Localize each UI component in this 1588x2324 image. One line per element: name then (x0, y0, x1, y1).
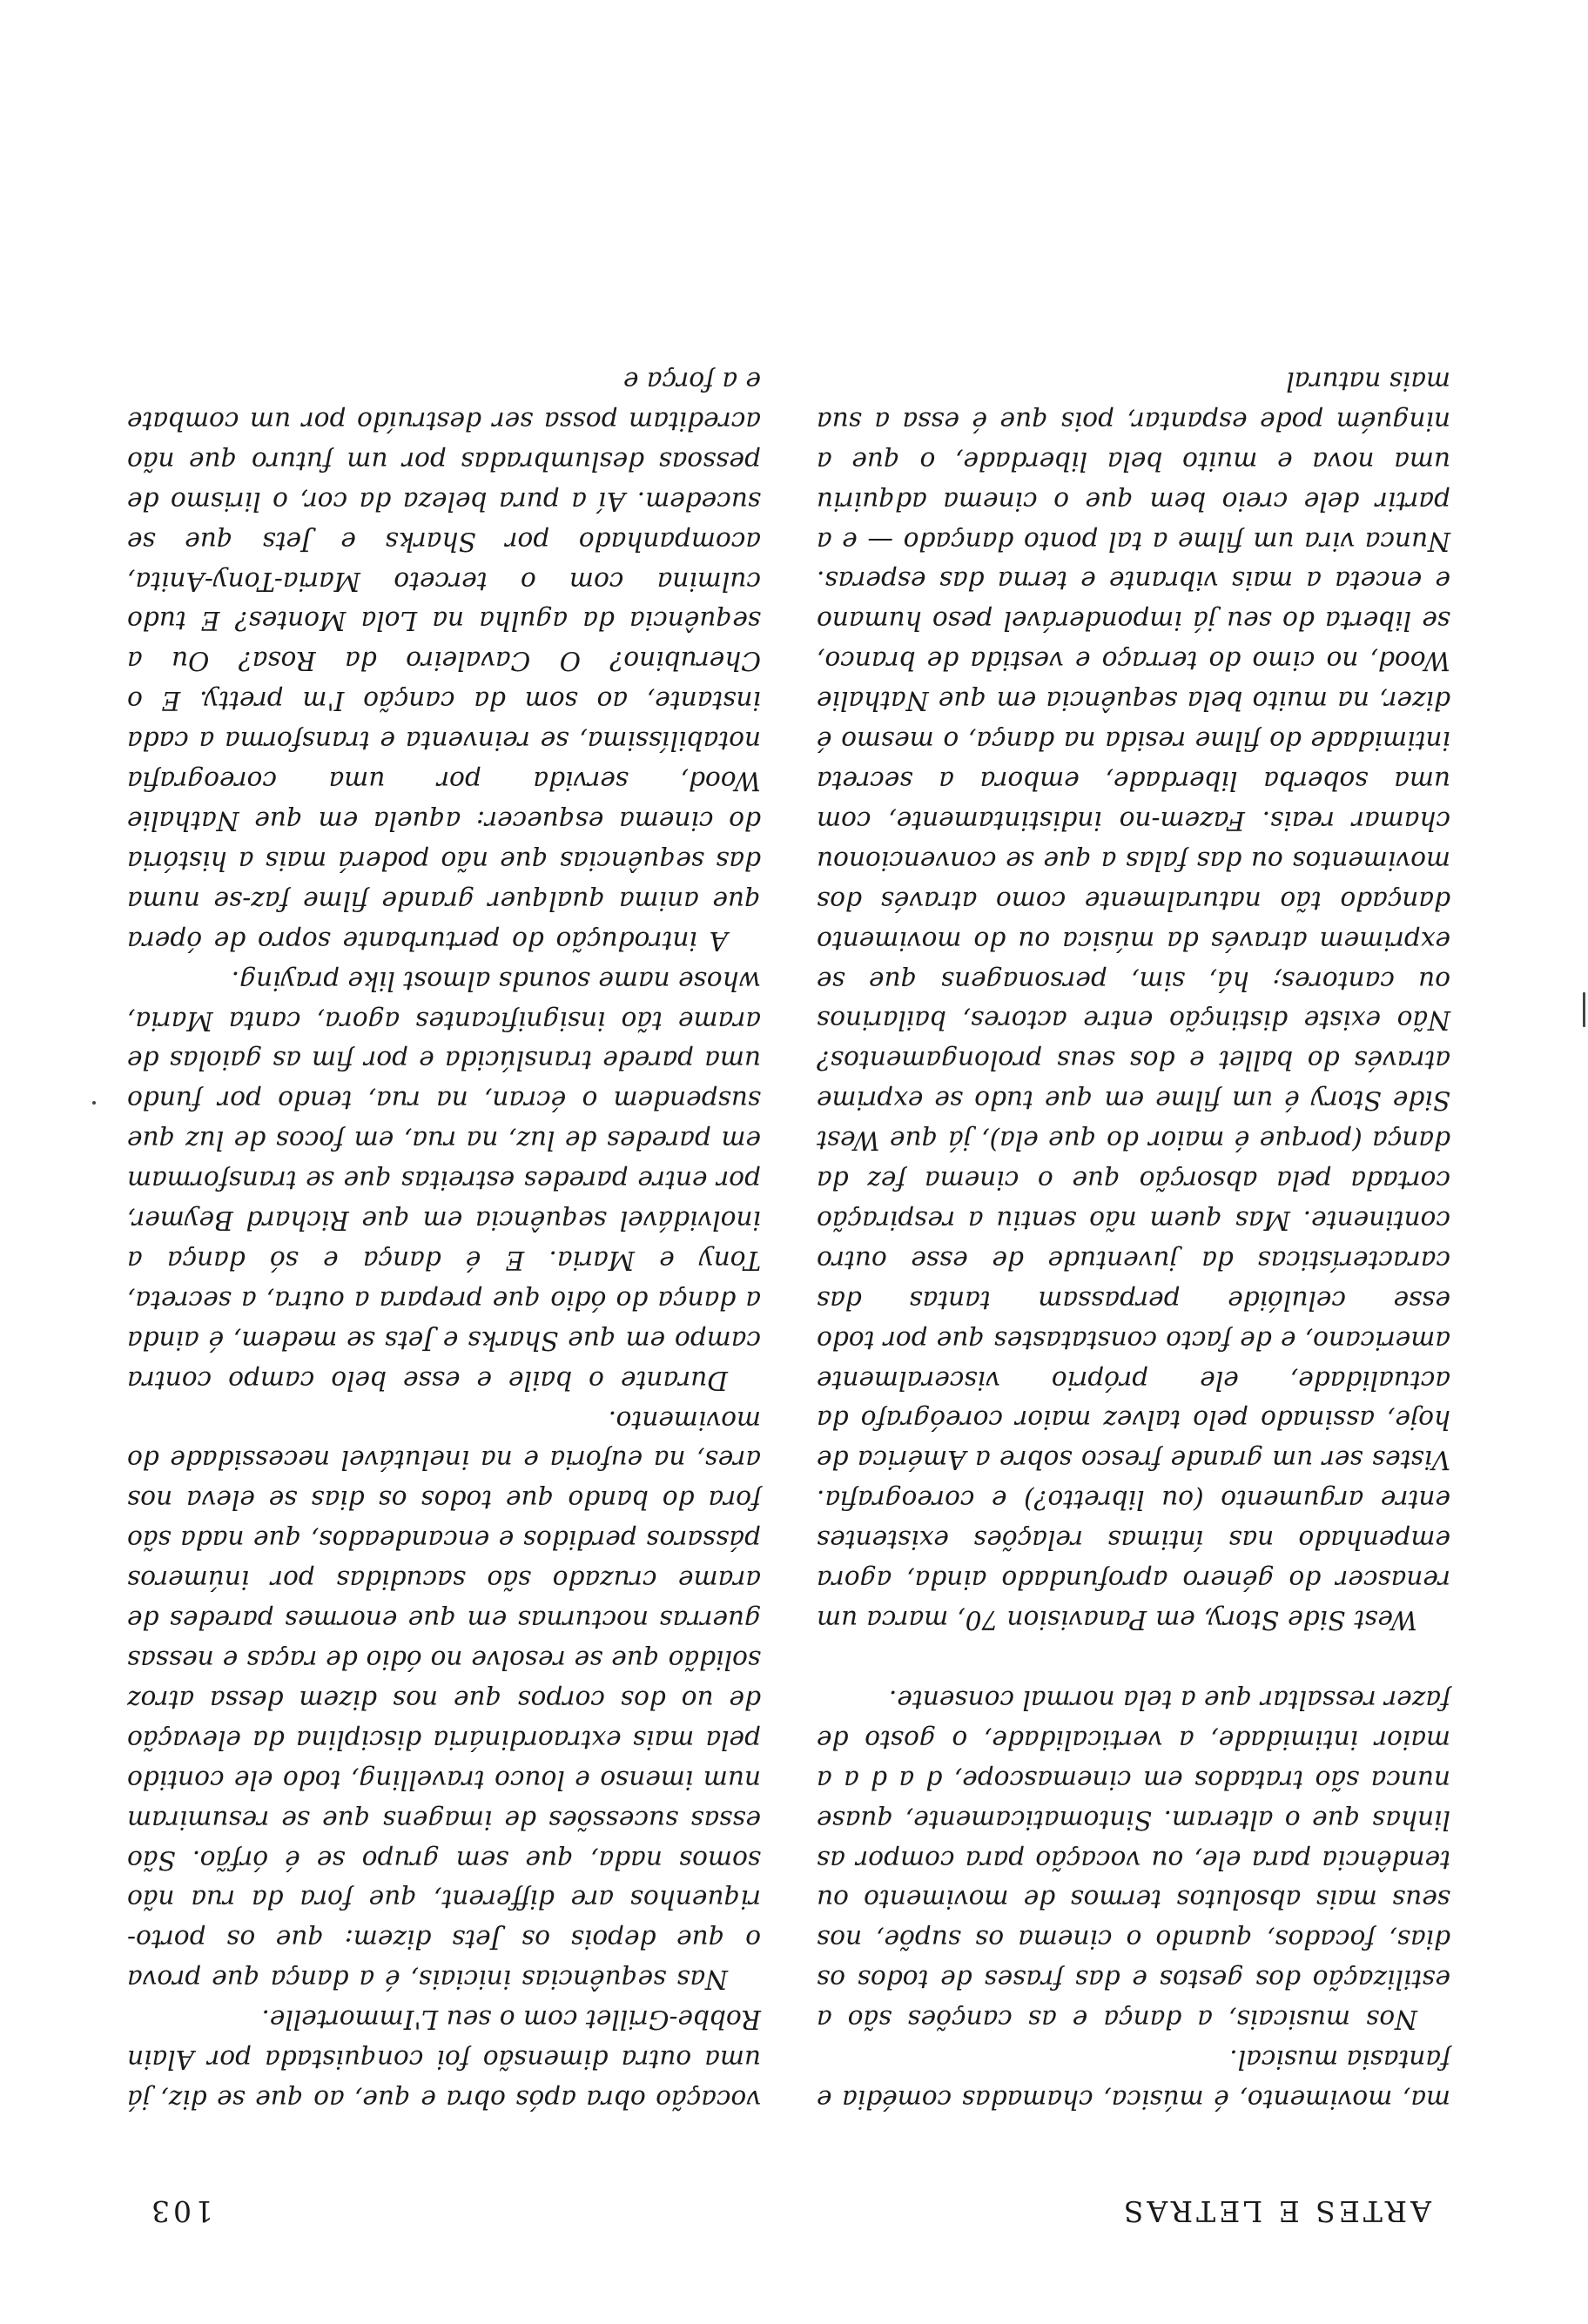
scan-speck (92, 1101, 96, 1105)
left-paragraph-1: ma, movimento, é música, chamadas comédia e fantasia musical. (817, 2045, 1450, 2114)
left-paragraph-3: West Side Story, em Panavision 70, marca um renascer do género aprofundado ainda, agora empenhado nas íntimas relações existentes entre argumento (ou libretto?) e coreografia. Vistes ser um grande fresco sobre a América de hoje, assinado pelo talvez maior coreógrafo da actualidade, ele próprio visceralmente americano, e de facto constatastes que por todo esse celulóide perpassam tantas das características da juventude de esse outro continente. Mas quem não sentiu a respiração cortada pela absorção que o cinema fez da dança (porque é maior do que ela), já que West Side Story é um filme em que tudo se exprime através do ballet e dos seus prolongamentos? Não existe distinção entre actores, bailarinos ou cantores; há, sim, personagens que se exprimem através da música ou do movimento dançado tão naturalmente como através dos movimentos ou das falas a que se convencionou chamar reais. Fazem-no indistintamente, com uma soberba liberdade, embora a secreta intimidade do filme resida na dança, o mesmo é dizer, na muito bela sequência em que Nathalie Wood, no cimo do terraço e vestida de branco, se liberta do seu já imponderável peso humano e enceta a mais vibrante e terna das esperas. Nunca vira um filme a tal ponto dançado — e a partir dele creio bem que o cinema adquiriu uma nova e muito bela liberdade, o que a ninguém pode espantar, pois que é essa a sua mais natural (817, 366, 1450, 1636)
right-paragraph-1: vocação obra após obra e que, ao que se diz, já uma outra dimensão foi conquistada por Alain Robbe-Grillet com o seu L'Immortelle. (127, 2005, 761, 2114)
page-number: 103 (148, 2194, 213, 2228)
right-paragraph-2: Nas sequências iniciais, é a dança que prova o que depois os Jets dizem: que os porto-riquenhos are different, que fora da rua não somos nada, que sem grupo se é órfão. São essas sucessões de imagens que se resumiram num imenso e louco travelling, todo ele contido pela mais extraordinária disciplina da elevação de uo dos corpos que nos dizem dessa atroz solidão que se resolve no ódio de raças e nessas guerras nocturnas em que enormes paredes de arame cruzado são sacudidas por inúmeros pássaros perdidos e encandeados, que nada são fora do bando que todos os dias se eleva nos ares, na euforia e na inelutável necessidade do movimento. (127, 1405, 761, 1995)
right-paragraph-4: A introdução do perturbante sopro de ópera que anima qualquer grande filme faz-se numa das sequências que não poderá mais a história do cinema esquecer: aquela em que Nathalie Wood, servida por uma coreografia notabilíssima, se reinventa e transforma a cada instante, ao som da canção I'm pretty. E o Cherubino? O Cavaleiro da Rosa? Ou a sequência da agulha na Lola Montes? E tudo culmina com o terceto Maria-Tony-Anita, acompanhado por Sharks e Jets que se sucedem. Aí a pura beleza da cor, o lirismo de pessoas deslumbradas por um futuro que não acreditam possa ser destruído por um combate e a força e (127, 366, 761, 956)
running-head: ARTES E LETRAS (1120, 2194, 1431, 2228)
right-paragraph-3: Durante o baile e esse belo campo contra campo em que Sharks e Jets se medem, é ainda a dança do ódio que prepara a outra, a secreta, Tony e Maria. E é dança e só dança a inolvidável sequência em que Richard Beymer, por entre paredes estreitas que se transformam em paredes de luz, na rua, em focos de luz que suspendem o écran, na rua, tendo por fundo uma parede translúcida e por fim as gaiolas de arame tão insignificantes agora, canta Maria, whose name sounds almost like praying. (127, 965, 761, 1395)
left-paragraph-2: Nos musicais, a dança e as canções são a estilização dos gestos e das frases de todos os dias, focados, quando o cinema os supõe, nos seus mais absolutos termos de movimento ou tendência para ele, ou vocação para compor as linhas que o alteram. Sintomaticamente, quase nunca são tratados em cinemascope, d a d a a maior intimidade, a verticalidade, o gosto de fazer ressaltar que a tela normal consente. (817, 1684, 1450, 2035)
right-column (127, 360, 761, 2119)
scan-edge-mark (1583, 992, 1585, 1027)
left-column (817, 360, 1450, 2119)
